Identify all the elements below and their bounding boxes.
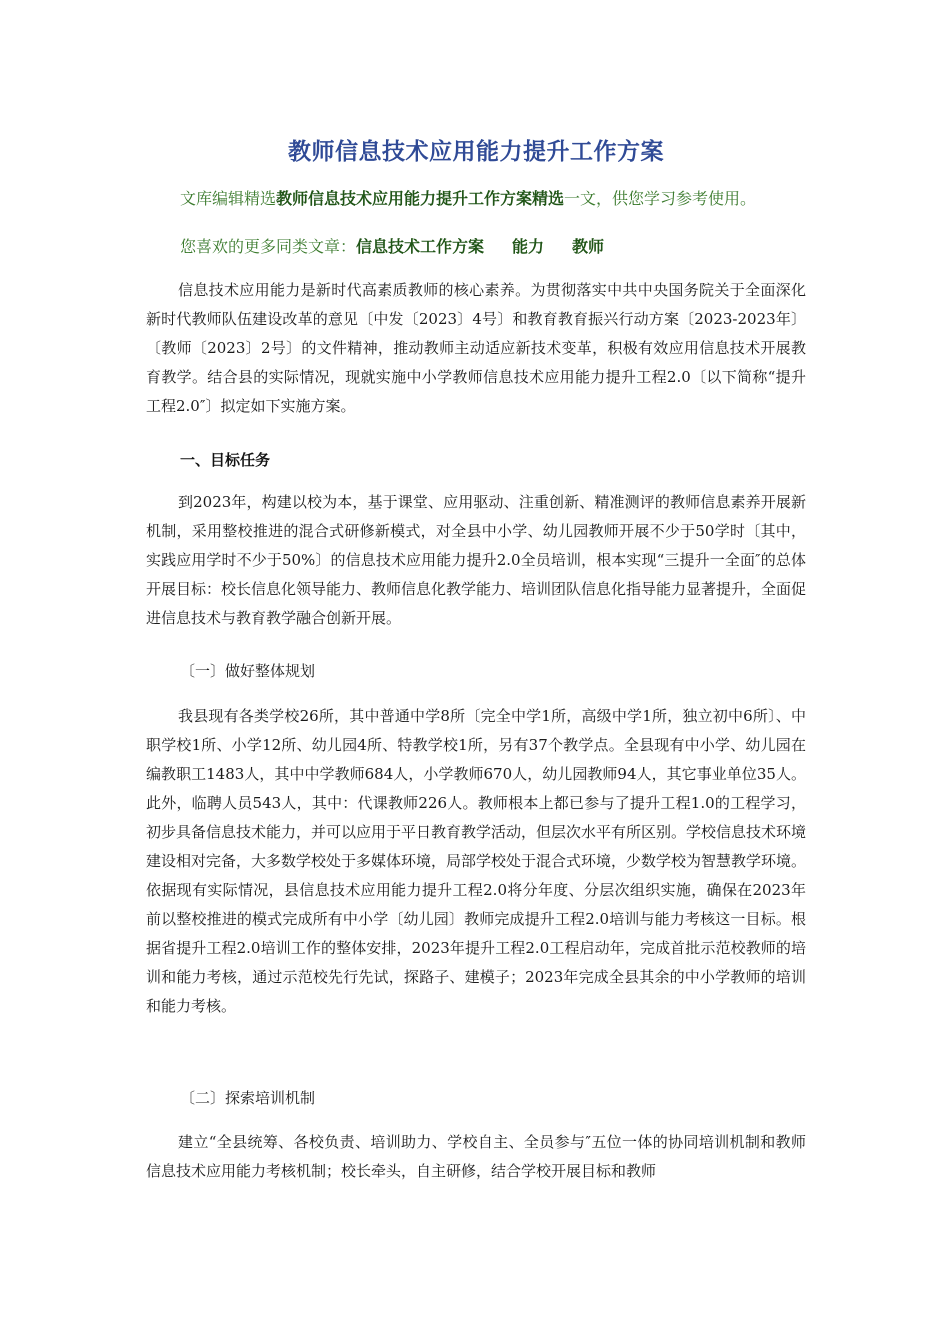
intro-doc-name: 教师信息技术应用能力提升工作方案精选 [276,189,565,208]
related-link-teacher[interactable]: 教师 [572,237,605,256]
related-articles [180,234,632,257]
paragraph-goals: 到2023年，构建以校为本，基于课堂、应用驱动、注重创新、精准测评的教师信息素养开展新机制，采用整校推进的混合式研修新模式，对全县中小学、幼儿园教师开展不少于50学时〔其中，实践应用学时不少于50%〕的信息技术应用能力提升2.0全员培训，根本实现“三提升一全面″的总体开展目标：校长信息化领导能力、教师信息化教学能力、培训团队信息化指导能力显著提升，全面促进信息技术与教育教学融合创新开展。 [146,493,807,627]
intro-suffix: 一文，供您学习参考使用。 [564,189,757,208]
paragraph-overall-planning: 我县现有各类学校26所，其中普通中学8所〔完全中学1所，高级中学1所，独立初中6所〕、中职学校1所、小学12所、幼儿园4所、特教学校1所，另有37个教学点。全县现有中小学、幼儿园在编教职工1483人，其中中学教师684人，小学教师670人，幼儿园教师94人，其它事业单位35人。此外，临聘人员543人，其中：代课教师226人。教师根本上都已参与了提升工程1.0的工程学习，初步具备信息技术能力，并可以应用于平日教育教学活动，但层次水平有所区别。学校信息技术环境建设相对完备，大多数学校处于多媒体环境，局部学校处于混合式环境，少数学校为智慧教学环境。依据现有实际情况，县信息技术应用能力提升工程2.0将分年度、分层次组织实施，确保在2023年前以整校推进的模式完成所有中小学〔幼儿园〕教师完成提升工程2.0培训与能力考核这一目标。根据省提升工程2.0培训工作的整体安排，2023年提升工程2.0工程启动年，完成首批示范校教师的培训和能力考核，通过示范校先行先试，探路子、建模子；2023年完成全县其余的中小学教师的培训和能力考核。 [146,707,807,1015]
paragraph-intro: 信息技术应用能力是新时代高素质教师的核心素养。为贯彻落实中共中央国务院关于全面深化新时代教师队伍建设改革的意见〔中发〔2023〕4号〕和教育教育振兴行动方案〔2023-2023年〕〔教师〔2023〕2号〕的文件精神，推动教师主动适应新技术变革，积极有效应用信息技术开展教育教学。结合县的实际情况，现就实施中小学教师信息技术应用能力提升工程2.0〔以下简称“提升工程2.0″〕拟定如下实施方案。 [146,281,806,415]
related-link-ability[interactable]: 能力 [512,237,545,256]
related-link-info-tech-plan[interactable]: 信息技术工作方案 [356,237,485,256]
subheading-overall-planning: 〔一〕做好整体规划 [180,662,316,680]
subheading-training-mechanism: 〔二〕探索培训机制 [180,1089,316,1107]
paragraph-training-mechanism: 建立“全县统筹、各校负责、培训助力、学校自主、全员参与″五位一体的协同培训机制和教师信息技术应用能力考核机制；校长牵头，自主研修，结合学校开展目标和教师 [146,1133,806,1180]
intro-line [180,186,756,209]
document-title: 教师信息技术应用能力提升工作方案 [288,139,664,165]
section-heading-goals: 一、目标任务 [180,451,271,469]
related-label: 您喜欢的更多同类文章： [180,237,357,256]
intro-prefix: 文库编辑精选 [180,189,277,208]
